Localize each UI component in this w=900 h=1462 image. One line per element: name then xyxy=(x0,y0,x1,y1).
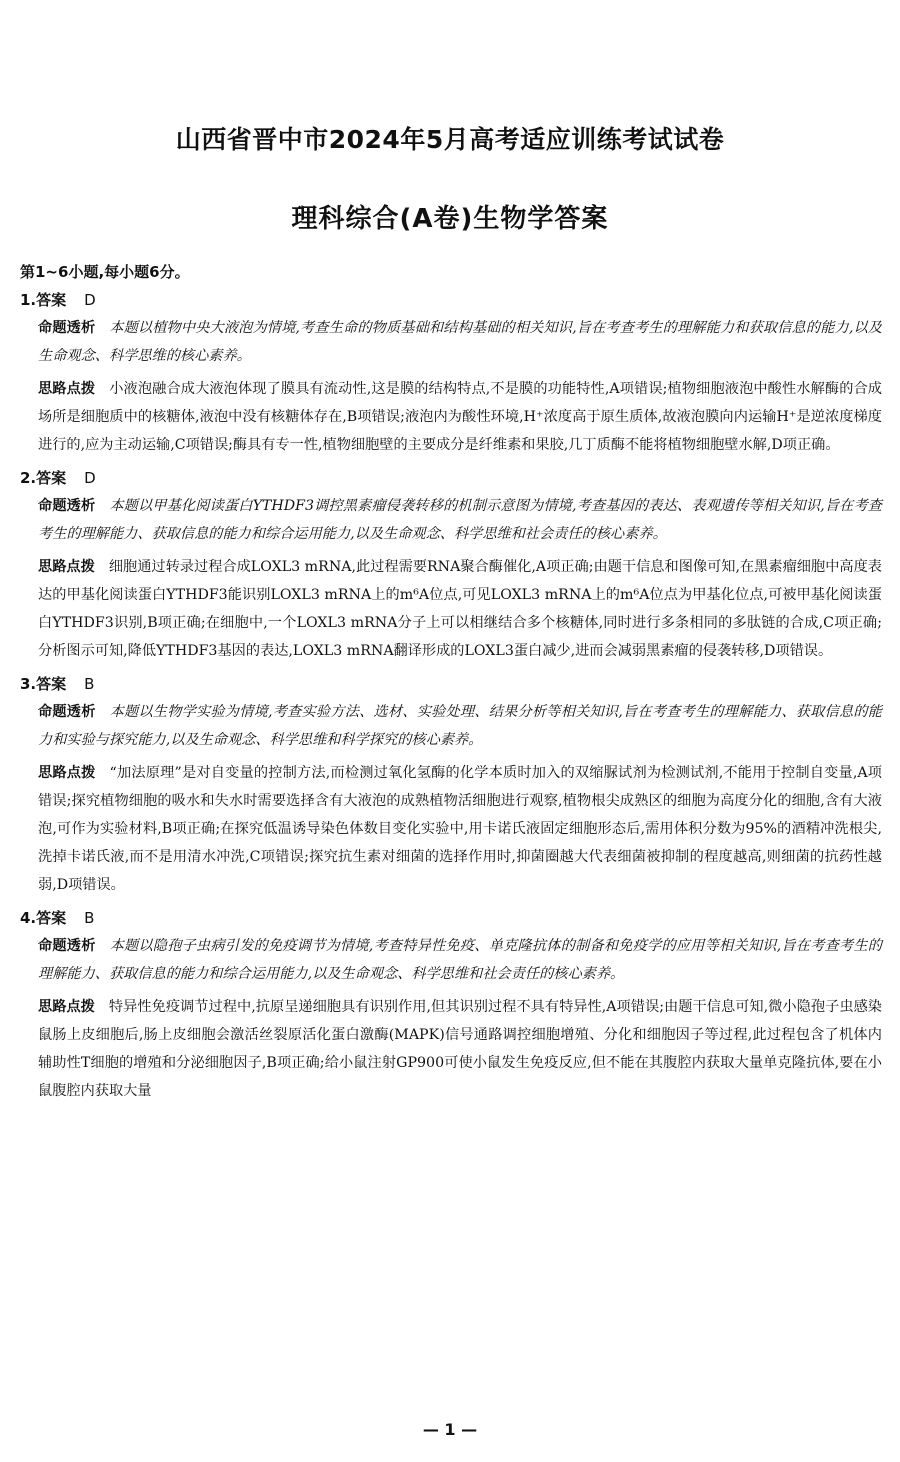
analysis-label: 命题透析 xyxy=(38,498,96,514)
analysis-label: 命题透析 xyxy=(38,704,96,720)
hint-paragraph xyxy=(20,759,882,899)
analysis-paragraph xyxy=(20,492,882,548)
question-block-3 xyxy=(20,670,882,899)
answer-label: 答案 xyxy=(36,291,67,309)
hint-paragraph xyxy=(20,553,882,665)
analysis-paragraph xyxy=(20,932,882,988)
answer-label: 答案 xyxy=(36,909,67,927)
analysis-label: 命题透析 xyxy=(38,938,96,954)
question-block-2 xyxy=(20,464,882,665)
hint-text: “加法原理”是对自变量的控制方法,而检测过氧化氢酶的化学本质时加入的双缩脲试剂为检测试剂,不能用于控制自变量,A项错误;探究植物细胞的吸水和失水时需要选择含有大液泡的成熟植物活细胞进行观察,植物根尖成熟区的细胞为高度分化的细胞,含有大液泡,可作为实验材料,B项正确;在探究低温诱导染色体数目变化实验中,用卡诺氏液固定细胞形态后,需用体积分数为95%的酒精冲洗根尖,洗掉卡诺氏液,而不是用清水冲洗,C项错误;探究抗生素对细菌的选择作用时,抑菌圈越大代表细菌被抑制的程度越高,则细菌的抗药性越弱,D项错误。 xyxy=(38,765,882,893)
hint-paragraph xyxy=(20,375,882,459)
hint-text: 小液泡融合成大液泡体现了膜具有流动性,这是膜的结构特点,不是膜的功能特性,A项错误;植物细胞液泡中酸性水解酶的合成场所是细胞质中的核糖体,液泡中没有核糖体存在,B项错误;液泡内为酸性环境,H⁺浓度高于原生质体,故液泡膜向内运输H⁺是逆浓度梯度进行的,应为主动运输,C项错误;酶具有专一性,植物细胞壁的主要成分是纤维素和果胶,几丁质酶不能将植物细胞壁水解,D项正确。 xyxy=(38,381,882,453)
hint-paragraph xyxy=(20,993,882,1105)
hint-label: 思路点拨 xyxy=(38,559,95,575)
section-note: 第1~6小题,每小题6分。 xyxy=(20,263,190,281)
answer-value: B xyxy=(84,675,95,693)
document-subtitle: 理科综合(A卷)生物学答案 xyxy=(291,204,609,234)
answer-label: 答案 xyxy=(36,469,67,487)
answer-line xyxy=(20,670,882,698)
answer-line xyxy=(20,464,882,492)
question-number: 1. xyxy=(20,291,37,309)
analysis-text: 本题以植物中央大液泡为情境,考查生命的物质基础和结构基础的相关知识,旨在考查考生的理解能力和获取信息的能力,以及生命观念、科学思维的核心素养。 xyxy=(38,320,882,364)
answer-line xyxy=(20,904,882,932)
answer-line xyxy=(20,286,882,314)
answer-label: 答案 xyxy=(36,675,67,693)
question-number: 2. xyxy=(20,469,37,487)
analysis-paragraph xyxy=(20,314,882,370)
document-title: 山西省晋中市2024年5月高考适应训练考试试卷 xyxy=(175,125,725,154)
analysis-text: 本题以甲基化阅读蛋白YTHDF3调控黑素瘤侵袭转移的机制示意图为情境,考查基因的表达、表观遗传等相关知识,旨在考查考生的理解能力、获取信息的能力和综合运用能力,以及生命观念、科学思维和社会责任的核心素养。 xyxy=(38,498,882,542)
hint-label: 思路点拨 xyxy=(38,381,96,397)
answer-value: D xyxy=(84,291,96,309)
analysis-paragraph xyxy=(20,698,882,754)
question-block-4 xyxy=(20,904,882,1105)
answer-value: B xyxy=(84,909,95,927)
page-number: — 1 — xyxy=(422,1420,478,1439)
hint-label: 思路点拨 xyxy=(38,999,95,1015)
question-block-1 xyxy=(20,286,882,459)
analysis-text: 本题以隐孢子虫病引发的免疫调节为情境,考查特异性免疫、单克隆抗体的制备和免疫学的应用等相关知识,旨在考查考生的理解能力、获取信息的能力和综合运用能力,以及生命观念、科学思维和社会责任的核心素养。 xyxy=(38,938,882,982)
question-number: 3. xyxy=(20,675,37,693)
analysis-text: 本题以生物学实验为情境,考查实验方法、选材、实验处理、结果分析等相关知识,旨在考查考生的理解能力、获取信息的能力和实验与探究能力,以及生命观念、科学思维和科学探究的核心素养。 xyxy=(38,704,882,748)
hint-label: 思路点拨 xyxy=(38,765,96,781)
analysis-label: 命题透析 xyxy=(38,320,96,336)
hint-text: 特异性免疫调节过程中,抗原呈递细胞具有识别作用,但其识别过程不具有特异性,A项错误;由题干信息可知,微小隐孢子虫感染鼠肠上皮细胞后,肠上皮细胞会激活丝裂原活化蛋白激酶(MAPK)信号通路调控细胞增殖、分化和细胞因子等过程,此过程包含了机体内辅助性T细胞的增殖和分泌细胞因子,B项正确;给小鼠注射GP900可使小鼠发生免疫反应,但不能在其腹腔内获取大量单克隆抗体,要在小鼠腹腔内获取大量 xyxy=(38,999,882,1099)
answer-content xyxy=(20,258,882,1110)
answer-value: D xyxy=(84,469,96,487)
hint-text: 细胞通过转录过程合成LOXL3 mRNA,此过程需要RNA聚合酶催化,A项正确;由题干信息和图像可知,在黑素瘤细胞中高度表达的甲基化阅读蛋白YTHDF3能识别LOXL3 mRNA上的m⁶A位点,可见LOXL3 mRNA上的m⁶A位点为甲基化位点,可被甲基化阅读蛋白YTHDF3识别,B项正确;在细胞中,一个LOXL3 mRNA分子上可以相继结合多个核糖体,同时进行多条相同的多肽链的合成,C项正确;分析图示可知,降低YTHDF3基因的表达,LOXL3 mRNA翻译形成的LOXL3蛋白减少,进而会减弱黑素瘤的侵袭转移,D项错误。 xyxy=(38,559,882,659)
question-number: 4. xyxy=(20,909,37,927)
